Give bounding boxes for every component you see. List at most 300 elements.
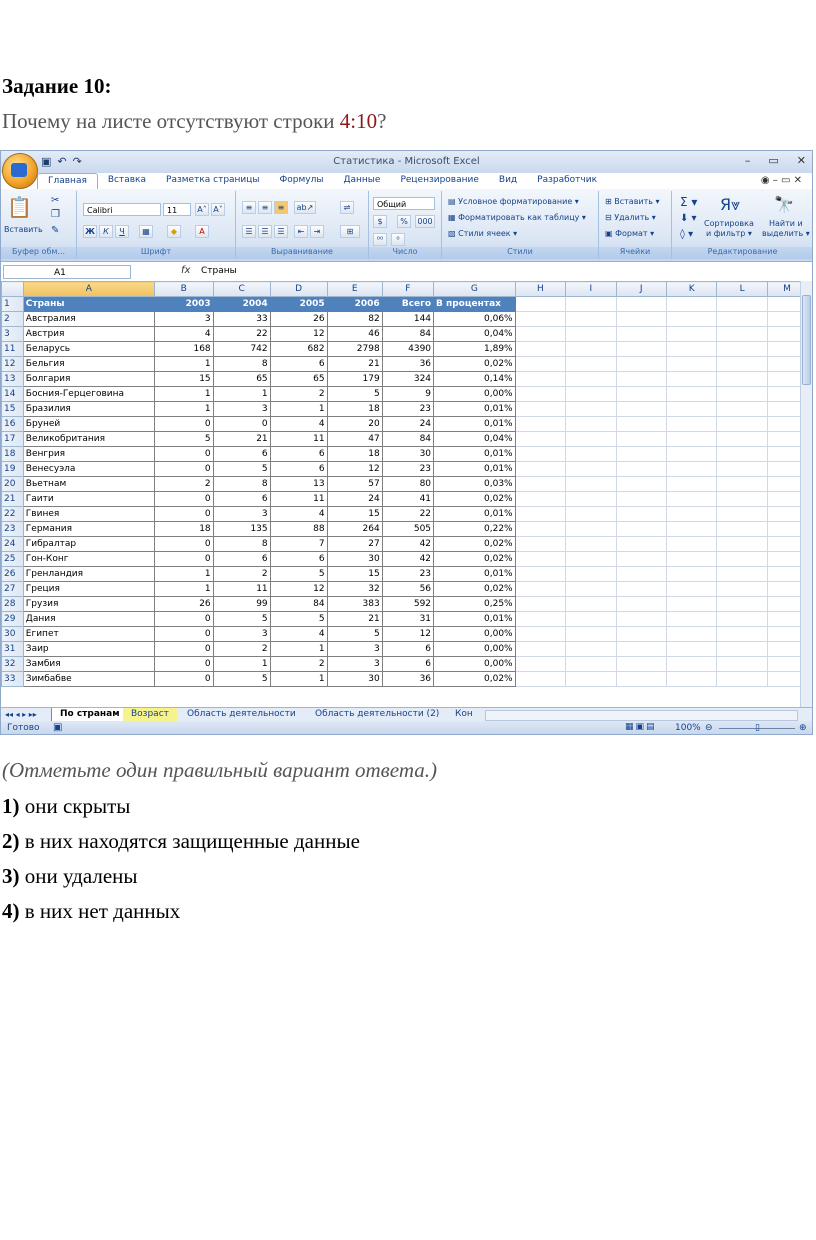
empty-cell[interactable] — [566, 492, 616, 507]
value-cell[interactable]: 30 — [327, 672, 382, 687]
value-cell[interactable]: 1 — [154, 357, 213, 372]
value-cell[interactable]: 0,01% — [434, 462, 516, 477]
row-header[interactable]: 32 — [2, 657, 24, 672]
cut-icon[interactable]: ✂ — [51, 195, 60, 206]
empty-cell[interactable] — [616, 597, 666, 612]
empty-cell[interactable] — [616, 522, 666, 537]
empty-cell[interactable] — [515, 597, 566, 612]
row-header[interactable]: 3 — [2, 327, 24, 342]
country-cell[interactable]: Греция — [23, 582, 154, 597]
column-header-l[interactable]: L — [717, 282, 767, 297]
horizontal-scrollbar[interactable] — [485, 710, 798, 721]
value-cell[interactable]: 5 — [213, 612, 270, 627]
value-cell[interactable]: 0,22% — [434, 522, 516, 537]
value-cell[interactable]: 42 — [382, 537, 433, 552]
value-cell[interactable]: 0 — [154, 537, 213, 552]
value-cell[interactable]: 88 — [270, 522, 327, 537]
value-cell[interactable]: 23 — [382, 402, 433, 417]
format-painter-icon[interactable]: ✎ — [51, 225, 60, 236]
value-cell[interactable]: 6 — [270, 462, 327, 477]
tab-insert[interactable]: Вставка — [107, 175, 147, 185]
empty-cell[interactable] — [515, 477, 566, 492]
country-cell[interactable]: Болгария — [23, 372, 154, 387]
empty-cell[interactable] — [515, 462, 566, 477]
value-cell[interactable]: 0 — [154, 507, 213, 522]
value-cell[interactable]: 15 — [154, 372, 213, 387]
empty-cell[interactable] — [717, 597, 767, 612]
empty-cell[interactable] — [717, 387, 767, 402]
value-cell[interactable]: 0 — [154, 657, 213, 672]
column-header-j[interactable]: J — [616, 282, 666, 297]
country-cell[interactable]: Венесуэла — [23, 462, 154, 477]
row-header[interactable]: 12 — [2, 357, 24, 372]
empty-cell[interactable] — [566, 582, 616, 597]
value-cell[interactable]: 5 — [270, 612, 327, 627]
font-color-icon[interactable]: A — [195, 225, 209, 238]
empty-cell[interactable] — [666, 387, 717, 402]
value-cell[interactable]: 0,01% — [434, 612, 516, 627]
empty-cell[interactable] — [666, 642, 717, 657]
value-cell[interactable]: 12 — [270, 582, 327, 597]
value-cell[interactable]: 11 — [270, 492, 327, 507]
value-cell[interactable]: 0,00% — [434, 627, 516, 642]
value-cell[interactable]: 0,00% — [434, 387, 516, 402]
answer-option-4[interactable] — [2, 899, 180, 923]
empty-cell[interactable] — [717, 297, 767, 312]
value-cell[interactable]: 1,89% — [434, 342, 516, 357]
save-icon[interactable]: ▣ — [41, 155, 52, 168]
tab-home[interactable]: Главная — [37, 173, 98, 189]
row-header[interactable]: 24 — [2, 537, 24, 552]
country-cell[interactable]: Гаити — [23, 492, 154, 507]
grow-font-button[interactable]: A˄ — [195, 203, 209, 216]
sheet-tab-more[interactable]: Кон — [455, 709, 473, 719]
borders-icon[interactable]: ▦ — [139, 225, 153, 238]
value-cell[interactable]: 84 — [382, 327, 433, 342]
select-all-corner[interactable] — [2, 282, 24, 297]
maximize-icon[interactable]: ▭ — [768, 154, 779, 167]
country-cell[interactable]: Гвинея — [23, 507, 154, 522]
empty-cell[interactable] — [666, 297, 717, 312]
scroll-thumb[interactable] — [802, 295, 811, 385]
value-cell[interactable]: 82 — [327, 312, 382, 327]
country-cell[interactable]: Австрия — [23, 327, 154, 342]
value-cell[interactable]: 0 — [154, 672, 213, 687]
value-cell[interactable]: 2798 — [327, 342, 382, 357]
orientation-icon[interactable]: ab↗ — [294, 201, 316, 214]
answer-option-3[interactable] — [2, 864, 138, 888]
clear-icon[interactable]: ◊ ▾ — [680, 229, 694, 240]
empty-cell[interactable] — [616, 387, 666, 402]
empty-cell[interactable] — [515, 582, 566, 597]
value-cell[interactable]: 1 — [270, 642, 327, 657]
country-cell[interactable]: Великобритания — [23, 432, 154, 447]
format-as-table-button[interactable]: ▦ Форматировать как таблицу ▾ — [448, 213, 586, 222]
row-header[interactable]: 25 — [2, 552, 24, 567]
value-cell[interactable]: 8 — [213, 477, 270, 492]
value-cell[interactable]: 0 — [154, 627, 213, 642]
value-cell[interactable]: 4390 — [382, 342, 433, 357]
empty-cell[interactable] — [566, 642, 616, 657]
value-cell[interactable]: 0 — [213, 417, 270, 432]
value-cell[interactable]: 0,25% — [434, 597, 516, 612]
row-header[interactable]: 20 — [2, 477, 24, 492]
value-cell[interactable]: 41 — [382, 492, 433, 507]
empty-cell[interactable] — [566, 432, 616, 447]
value-cell[interactable]: 0,01% — [434, 507, 516, 522]
value-cell[interactable]: 26 — [270, 312, 327, 327]
empty-cell[interactable] — [515, 627, 566, 642]
sort-filter-button[interactable]: Сортировка и фильтр ▾ — [704, 219, 754, 238]
empty-cell[interactable] — [616, 402, 666, 417]
sheet-tab-age[interactable]: Возраст — [123, 708, 177, 721]
empty-cell[interactable] — [717, 327, 767, 342]
value-cell[interactable]: 5 — [327, 387, 382, 402]
value-cell[interactable]: 682 — [270, 342, 327, 357]
empty-cell[interactable] — [616, 462, 666, 477]
value-cell[interactable]: 4 — [270, 417, 327, 432]
value-cell[interactable]: 8 — [213, 357, 270, 372]
empty-cell[interactable] — [515, 297, 566, 312]
value-cell[interactable]: 0,00% — [434, 657, 516, 672]
empty-cell[interactable] — [566, 327, 616, 342]
empty-cell[interactable] — [566, 567, 616, 582]
empty-cell[interactable] — [666, 447, 717, 462]
value-cell[interactable]: 0,01% — [434, 402, 516, 417]
empty-cell[interactable] — [717, 432, 767, 447]
value-cell[interactable]: 383 — [327, 597, 382, 612]
empty-cell[interactable] — [717, 312, 767, 327]
empty-cell[interactable] — [515, 672, 566, 687]
value-cell[interactable]: 23 — [382, 462, 433, 477]
column-header-k[interactable]: K — [666, 282, 717, 297]
empty-cell[interactable] — [666, 372, 717, 387]
value-cell[interactable]: 12 — [270, 327, 327, 342]
italic-button[interactable]: К — [99, 225, 113, 238]
country-cell[interactable]: Гибралтар — [23, 537, 154, 552]
empty-cell[interactable] — [717, 372, 767, 387]
empty-cell[interactable] — [566, 387, 616, 402]
ribbon-window-controls[interactable]: ◉ – ▭ ✕ — [760, 175, 802, 186]
empty-cell[interactable] — [666, 462, 717, 477]
empty-cell[interactable] — [616, 447, 666, 462]
empty-cell[interactable] — [717, 672, 767, 687]
column-header-g[interactable]: G — [434, 282, 516, 297]
increase-indent-icon[interactable]: ⇥ — [310, 225, 324, 238]
value-cell[interactable]: 30 — [382, 447, 433, 462]
find-select-icon[interactable]: 🔭 — [774, 195, 794, 214]
value-cell[interactable]: 15 — [327, 567, 382, 582]
empty-cell[interactable] — [616, 552, 666, 567]
currency-icon[interactable]: $ — [373, 215, 387, 228]
zoom-out-icon[interactable]: ⊖ — [705, 723, 713, 733]
value-cell[interactable]: 26 — [154, 597, 213, 612]
value-cell[interactable]: 2 — [154, 477, 213, 492]
value-cell[interactable]: 0,01% — [434, 417, 516, 432]
value-cell[interactable]: 6 — [382, 657, 433, 672]
empty-cell[interactable] — [666, 507, 717, 522]
empty-cell[interactable] — [666, 492, 717, 507]
paste-icon[interactable]: 📋 — [7, 195, 32, 219]
column-header-a[interactable]: A — [23, 282, 154, 297]
empty-cell[interactable] — [515, 567, 566, 582]
value-cell[interactable]: 6 — [213, 447, 270, 462]
sort-filter-icon[interactable]: Я⩔ — [720, 195, 741, 214]
empty-cell[interactable] — [717, 357, 767, 372]
tab-page-layout[interactable]: Разметка страницы — [166, 175, 260, 185]
empty-cell[interactable] — [616, 357, 666, 372]
empty-cell[interactable] — [566, 402, 616, 417]
country-cell[interactable]: Венгрия — [23, 447, 154, 462]
value-cell[interactable]: 42 — [382, 552, 433, 567]
country-cell[interactable]: Заир — [23, 642, 154, 657]
empty-cell[interactable] — [616, 372, 666, 387]
country-cell[interactable]: Вьетнам — [23, 477, 154, 492]
value-cell[interactable]: 0,02% — [434, 552, 516, 567]
decrease-decimal-icon[interactable]: ⁰ — [391, 233, 405, 246]
value-cell[interactable]: 264 — [327, 522, 382, 537]
value-cell[interactable]: 5 — [154, 432, 213, 447]
empty-cell[interactable] — [717, 582, 767, 597]
table-header-cell[interactable]: Страны — [23, 297, 154, 312]
table-header-cell[interactable]: 2004 — [213, 297, 270, 312]
empty-cell[interactable] — [515, 552, 566, 567]
empty-cell[interactable] — [666, 537, 717, 552]
empty-cell[interactable] — [515, 612, 566, 627]
row-header[interactable]: 16 — [2, 417, 24, 432]
empty-cell[interactable] — [616, 657, 666, 672]
value-cell[interactable]: 99 — [213, 597, 270, 612]
empty-cell[interactable] — [717, 507, 767, 522]
empty-cell[interactable] — [566, 477, 616, 492]
empty-cell[interactable] — [566, 447, 616, 462]
empty-cell[interactable] — [666, 477, 717, 492]
sheet-tab-field[interactable]: Область деятельности — [187, 709, 296, 719]
empty-cell[interactable] — [566, 297, 616, 312]
empty-cell[interactable] — [515, 522, 566, 537]
value-cell[interactable]: 32 — [327, 582, 382, 597]
value-cell[interactable]: 33 — [213, 312, 270, 327]
value-cell[interactable]: 179 — [327, 372, 382, 387]
row-header[interactable]: 18 — [2, 447, 24, 462]
empty-cell[interactable] — [515, 372, 566, 387]
value-cell[interactable]: 0,04% — [434, 432, 516, 447]
country-cell[interactable]: Беларусь — [23, 342, 154, 357]
value-cell[interactable]: 30 — [327, 552, 382, 567]
value-cell[interactable]: 1 — [154, 402, 213, 417]
empty-cell[interactable] — [566, 342, 616, 357]
conditional-formatting-button[interactable]: ▤ Условное форматирование ▾ — [448, 197, 579, 206]
value-cell[interactable]: 56 — [382, 582, 433, 597]
country-cell[interactable]: Австралия — [23, 312, 154, 327]
value-cell[interactable]: 0 — [154, 462, 213, 477]
country-cell[interactable]: Египет — [23, 627, 154, 642]
value-cell[interactable]: 1 — [154, 567, 213, 582]
table-header-cell[interactable]: В процентах — [434, 297, 516, 312]
row-header[interactable]: 15 — [2, 402, 24, 417]
empty-cell[interactable] — [616, 672, 666, 687]
value-cell[interactable]: 5 — [213, 462, 270, 477]
country-cell[interactable]: Гренландия — [23, 567, 154, 582]
empty-cell[interactable] — [666, 402, 717, 417]
underline-button[interactable]: Ч — [115, 225, 129, 238]
name-box[interactable]: A1 — [3, 265, 131, 279]
empty-cell[interactable] — [666, 657, 717, 672]
value-cell[interactable]: 31 — [382, 612, 433, 627]
value-cell[interactable]: 0 — [154, 612, 213, 627]
value-cell[interactable]: 3 — [213, 627, 270, 642]
row-header[interactable]: 22 — [2, 507, 24, 522]
row-header[interactable]: 26 — [2, 567, 24, 582]
empty-cell[interactable] — [566, 627, 616, 642]
empty-cell[interactable] — [616, 627, 666, 642]
value-cell[interactable]: 144 — [382, 312, 433, 327]
empty-cell[interactable] — [616, 612, 666, 627]
zoom-slider-thumb[interactable]: ▯ — [755, 723, 760, 733]
empty-cell[interactable] — [566, 522, 616, 537]
value-cell[interactable]: 0,06% — [434, 312, 516, 327]
empty-cell[interactable] — [616, 342, 666, 357]
empty-cell[interactable] — [616, 642, 666, 657]
empty-cell[interactable] — [616, 492, 666, 507]
value-cell[interactable]: 84 — [270, 597, 327, 612]
empty-cell[interactable] — [666, 567, 717, 582]
empty-cell[interactable] — [566, 597, 616, 612]
sheet-tab-by-country[interactable]: По странам — [51, 708, 129, 722]
redo-icon[interactable]: ↷ — [72, 155, 82, 168]
value-cell[interactable]: 11 — [213, 582, 270, 597]
row-header[interactable]: 33 — [2, 672, 24, 687]
empty-cell[interactable] — [566, 552, 616, 567]
format-cells-button[interactable]: ▣ Формат ▾ — [605, 229, 655, 238]
value-cell[interactable]: 0,02% — [434, 672, 516, 687]
empty-cell[interactable] — [616, 507, 666, 522]
empty-cell[interactable] — [515, 657, 566, 672]
value-cell[interactable]: 24 — [382, 417, 433, 432]
value-cell[interactable]: 27 — [327, 537, 382, 552]
row-header[interactable]: 13 — [2, 372, 24, 387]
country-cell[interactable]: Бельгия — [23, 357, 154, 372]
value-cell[interactable]: 3 — [154, 312, 213, 327]
empty-cell[interactable] — [566, 417, 616, 432]
align-left-icon[interactable]: ☰ — [242, 225, 256, 238]
value-cell[interactable]: 1 — [270, 402, 327, 417]
value-cell[interactable]: 6 — [270, 357, 327, 372]
column-header-h[interactable]: H — [515, 282, 566, 297]
empty-cell[interactable] — [666, 627, 717, 642]
value-cell[interactable]: 36 — [382, 357, 433, 372]
copy-icon[interactable]: ❐ — [51, 209, 60, 220]
empty-cell[interactable] — [717, 627, 767, 642]
value-cell[interactable]: 168 — [154, 342, 213, 357]
empty-cell[interactable] — [515, 417, 566, 432]
bold-button[interactable]: Ж — [83, 225, 97, 238]
value-cell[interactable]: 6 — [382, 642, 433, 657]
empty-cell[interactable] — [515, 507, 566, 522]
column-header-f[interactable]: F — [382, 282, 433, 297]
value-cell[interactable]: 65 — [270, 372, 327, 387]
empty-cell[interactable] — [717, 612, 767, 627]
country-cell[interactable]: Бруней — [23, 417, 154, 432]
value-cell[interactable]: 18 — [327, 447, 382, 462]
value-cell[interactable]: 6 — [213, 492, 270, 507]
font-size-select[interactable]: 11 — [163, 203, 191, 216]
undo-icon[interactable]: ↶ — [57, 155, 67, 168]
decrease-indent-icon[interactable]: ⇤ — [294, 225, 308, 238]
empty-cell[interactable] — [666, 522, 717, 537]
answer-option-2[interactable] — [2, 829, 360, 853]
value-cell[interactable]: 6 — [270, 552, 327, 567]
empty-cell[interactable] — [515, 447, 566, 462]
value-cell[interactable]: 5 — [327, 627, 382, 642]
minimize-icon[interactable]: – — [744, 154, 751, 167]
value-cell[interactable]: 65 — [213, 372, 270, 387]
empty-cell[interactable] — [666, 582, 717, 597]
value-cell[interactable]: 505 — [382, 522, 433, 537]
empty-cell[interactable] — [666, 552, 717, 567]
tab-data[interactable]: Данные — [343, 175, 381, 185]
empty-cell[interactable] — [666, 327, 717, 342]
row-header[interactable]: 1 — [2, 297, 24, 312]
empty-cell[interactable] — [616, 582, 666, 597]
value-cell[interactable]: 0 — [154, 492, 213, 507]
empty-cell[interactable] — [717, 522, 767, 537]
empty-cell[interactable] — [717, 642, 767, 657]
empty-cell[interactable] — [717, 402, 767, 417]
view-buttons-icon[interactable]: ▦▣▤ — [625, 722, 657, 732]
empty-cell[interactable] — [616, 312, 666, 327]
country-cell[interactable]: Грузия — [23, 597, 154, 612]
row-header[interactable]: 14 — [2, 387, 24, 402]
increase-decimal-icon[interactable]: ⁰⁰ — [373, 233, 387, 246]
empty-cell[interactable] — [666, 357, 717, 372]
delete-cells-button[interactable]: ⊟ Удалить ▾ — [605, 213, 656, 222]
value-cell[interactable]: 57 — [327, 477, 382, 492]
value-cell[interactable]: 0,03% — [434, 477, 516, 492]
empty-cell[interactable] — [666, 342, 717, 357]
empty-cell[interactable] — [515, 312, 566, 327]
value-cell[interactable]: 18 — [327, 402, 382, 417]
spreadsheet-grid[interactable] — [1, 281, 812, 687]
column-header-m[interactable]: M — [767, 282, 806, 297]
country-cell[interactable]: Германия — [23, 522, 154, 537]
value-cell[interactable]: 2 — [213, 567, 270, 582]
value-cell[interactable]: 36 — [382, 672, 433, 687]
empty-cell[interactable] — [566, 657, 616, 672]
value-cell[interactable]: 2 — [213, 642, 270, 657]
value-cell[interactable]: 8 — [213, 537, 270, 552]
country-cell[interactable]: Зимбабве — [23, 672, 154, 687]
value-cell[interactable]: 15 — [327, 507, 382, 522]
value-cell[interactable]: 9 — [382, 387, 433, 402]
row-header[interactable]: 28 — [2, 597, 24, 612]
value-cell[interactable]: 13 — [270, 477, 327, 492]
value-cell[interactable]: 1 — [154, 387, 213, 402]
row-header[interactable]: 17 — [2, 432, 24, 447]
empty-cell[interactable] — [566, 612, 616, 627]
value-cell[interactable]: 1 — [213, 657, 270, 672]
fx-icon[interactable]: fx — [181, 265, 191, 276]
wrap-text-icon[interactable]: ⇌ — [340, 201, 354, 214]
paste-button[interactable]: Вставить — [4, 225, 43, 234]
value-cell[interactable]: 22 — [213, 327, 270, 342]
value-cell[interactable]: 742 — [213, 342, 270, 357]
percent-button[interactable]: % — [397, 215, 411, 228]
value-cell[interactable]: 2 — [270, 657, 327, 672]
value-cell[interactable]: 0,02% — [434, 537, 516, 552]
empty-cell[interactable] — [616, 417, 666, 432]
table-header-cell[interactable]: 2006 — [327, 297, 382, 312]
